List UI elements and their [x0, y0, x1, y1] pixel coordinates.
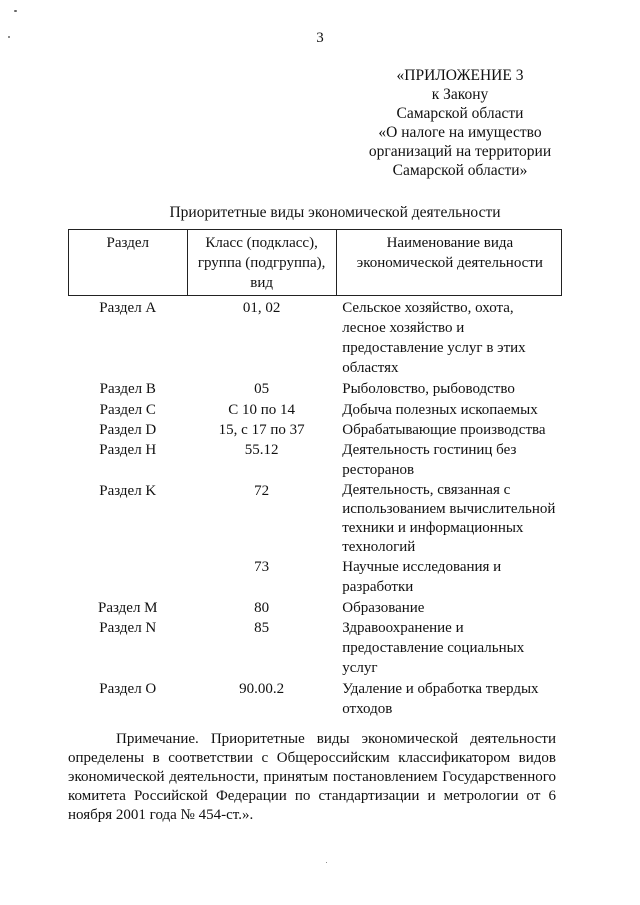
row-section — [69, 557, 188, 598]
table-row — [69, 379, 562, 400]
appendix-line: Самарской области» — [392, 162, 528, 179]
row-class: 80 — [254, 600, 270, 616]
table-row — [69, 296, 562, 380]
header-section: Раздел — [69, 230, 188, 296]
table-row — [69, 618, 562, 679]
row-class: 73 — [254, 559, 270, 575]
table-row — [69, 598, 562, 618]
table-row — [69, 420, 562, 440]
appendix-header — [340, 66, 580, 180]
page-number: 3 — [316, 30, 324, 46]
appendix-line: «ПРИЛОЖЕНИЕ 3 — [396, 67, 524, 84]
row-section: Раздел K — [99, 483, 157, 499]
row-section: Раздел O — [99, 681, 157, 697]
row-section: Раздел C — [99, 402, 156, 418]
row-class: 05 — [254, 381, 270, 397]
scan-speck — [14, 10, 17, 12]
appendix-line: «О налоге на имущество — [378, 124, 542, 141]
appendix-line: Самарской области — [396, 105, 524, 122]
row-section: Раздел H — [99, 442, 157, 458]
row-name: Удаление и обработка твердых отходов — [342, 681, 539, 717]
table-row — [69, 440, 562, 481]
row-name: Сельское хозяйство, охота, лесное хозяйство и предоставление услуг в этих областях — [342, 300, 526, 376]
table-row — [69, 557, 562, 598]
row-section: Раздел M — [98, 600, 158, 616]
table-row — [69, 481, 562, 557]
row-class: 55.12 — [244, 442, 279, 458]
table-row — [69, 679, 562, 719]
row-section: Раздел D — [99, 422, 157, 438]
row-name: Здравоохранение и предоставление социальных услуг — [342, 620, 525, 676]
row-section: Раздел N — [99, 620, 157, 636]
row-class: С 10 по 14 — [228, 402, 296, 418]
table-row — [69, 400, 562, 420]
row-name: Научные исследования и разработки — [342, 559, 502, 595]
row-class: 90.00.2 — [239, 681, 285, 697]
table-title: Приоритетные виды экономической деятельности — [169, 204, 501, 221]
row-section: Раздел B — [99, 381, 156, 397]
row-name: Добыча полезных ископаемых — [342, 402, 538, 418]
activity-table — [68, 229, 562, 719]
row-class: 15, с 17 по 37 — [218, 422, 305, 438]
header-class: Класс (подкласс), группа (подгруппа), вид — [187, 230, 336, 296]
table-header-row — [69, 230, 562, 296]
header-name: Наименование вида экономической деятельности — [336, 230, 561, 296]
row-name: Деятельность гостиниц без ресторанов — [342, 442, 517, 478]
row-section: Раздел A — [99, 300, 157, 316]
row-name: Обрабатывающие производства — [342, 422, 546, 438]
scan-speck — [326, 862, 327, 863]
row-name: Деятельность, связанная с использованием вычислительной техники и информационных технологий — [342, 482, 556, 555]
row-class: 01, 02 — [242, 300, 281, 316]
row-name: Образование — [342, 600, 425, 616]
appendix-line: организаций на территории — [368, 143, 552, 160]
scan-speck — [8, 36, 10, 38]
note-paragraph: Примечание. Приоритетные виды экономической деятельности определены в соответствии с Общероссийским классификатором видов экономической деятельности, принятым постановлением Государственного комитета Российской Федерации по стандартизации и метрологии от 6 ноября 2001 года № 454-ст.». — [68, 731, 556, 823]
row-class: 85 — [254, 620, 270, 636]
row-name: Рыболовство, рыбоводство — [342, 381, 515, 397]
row-class: 72 — [254, 483, 270, 499]
appendix-line: к Закону — [431, 86, 489, 103]
